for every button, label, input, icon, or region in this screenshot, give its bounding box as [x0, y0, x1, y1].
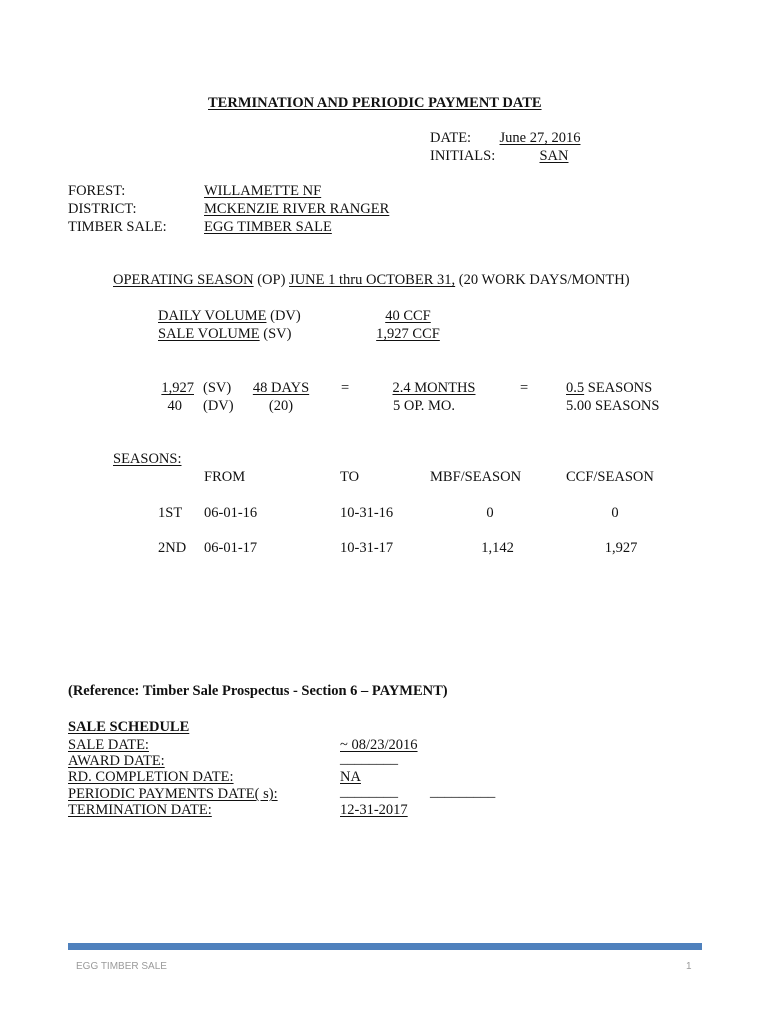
seasons-header-from: FROM: [204, 469, 246, 485]
operating-season-line: [113, 272, 630, 289]
calc-sv-number: 1,927: [161, 380, 194, 396]
season-row-1-mbf: 0: [486, 505, 494, 521]
initials-value: SAN: [539, 148, 569, 164]
calc-seasons-word: SEASONS: [587, 380, 653, 396]
date-value: June 27, 2016: [499, 130, 581, 146]
daily-volume-value: 40 CCF: [385, 308, 431, 324]
district-label: DISTRICT:: [68, 201, 137, 217]
periodic-payment-date-1: ________: [340, 784, 398, 800]
initials-label: INITIALS:: [430, 148, 496, 164]
seasons-header-mbf: MBF/SEASON: [430, 469, 522, 485]
rd-completion-label: RD. COMPLETION DATE:: [68, 769, 234, 785]
season-row-2-mbf: 1,142: [481, 540, 514, 556]
season-row-1-from: 06-01-16: [204, 505, 258, 521]
timber-sale-value: EGG TIMBER SALE: [204, 219, 332, 235]
season-row-2-name: 2ND: [158, 540, 187, 556]
calc-seasons-total: 5.00 SEASONS: [566, 398, 660, 414]
daily-volume-abbr: (DV): [270, 308, 301, 324]
daily-volume-line: [158, 308, 301, 325]
calc-dv-abbr: (DV): [203, 398, 234, 414]
seasons-header-ccf: CCF/SEASON: [566, 469, 654, 485]
seasons-label: SEASONS:: [113, 451, 182, 467]
date-label: DATE:: [430, 130, 472, 146]
forest-value: WILLAMETTE NF: [204, 183, 322, 199]
operating-season-label: OPERATING SEASON: [113, 272, 254, 288]
calc-op-months: 5 OP. MO.: [392, 398, 456, 414]
calc-equals-2: =: [520, 380, 529, 396]
calc-months: 2.4 MONTHS: [392, 380, 476, 396]
calc-equals-1: =: [341, 380, 350, 396]
calc-days-divisor: (20): [268, 398, 294, 414]
operating-season-note: (20 WORK DAYS/MONTH): [458, 272, 630, 288]
rd-completion-value: NA: [340, 769, 361, 785]
district-value: MCKENZIE RIVER RANGER: [204, 201, 390, 217]
season-row-2-to: 10-31-17: [340, 540, 394, 556]
sale-schedule-title: SALE SCHEDULE: [68, 719, 190, 735]
season-row-2-from: 06-01-17: [204, 540, 258, 556]
periodic-payments-label: PERIODIC PAYMENTS DATE( s):: [68, 786, 278, 802]
sale-volume-label: SALE VOLUME: [158, 326, 260, 342]
footer-sale-name: EGG TIMBER SALE: [76, 961, 167, 972]
season-row-1-name: 1ST: [158, 505, 183, 521]
calc-days: 48 DAYS: [252, 380, 310, 396]
calc-sv-abbr: (SV): [203, 380, 232, 396]
footer-page-number: 1: [686, 961, 692, 972]
sale-date-value: ~ 08/23/2016: [340, 737, 418, 753]
calc-dv-number: 40: [167, 398, 182, 414]
sale-date-label: SALE DATE:: [68, 737, 149, 753]
termination-date-value: 12-31-2017: [340, 802, 408, 818]
operating-season-range: JUNE 1 thru OCTOBER 31,: [289, 272, 456, 288]
timber-sale-label: TIMBER SALE:: [68, 219, 167, 235]
sale-volume-line: [158, 326, 291, 343]
calc-seasons-line: [566, 380, 652, 397]
termination-date-label: TERMINATION DATE:: [68, 802, 212, 818]
footer-divider: [68, 943, 702, 950]
document-title: TERMINATION AND PERIODIC PAYMENT DATE: [208, 95, 542, 111]
season-row-1-ccf: 0: [611, 505, 619, 521]
seasons-header-to: TO: [340, 469, 360, 485]
periodic-payment-date-2: _________: [430, 784, 496, 800]
daily-volume-label: DAILY VOLUME: [158, 308, 267, 324]
calc-seasons-value: 0.5: [566, 380, 585, 396]
sale-volume-abbr: (SV): [263, 326, 292, 342]
award-date-label: AWARD DATE:: [68, 753, 165, 769]
reference-note: (Reference: Timber Sale Prospectus - Section 6 – PAYMENT): [68, 683, 448, 699]
season-row-1-to: 10-31-16: [340, 505, 394, 521]
award-date-value: ________: [340, 751, 398, 767]
operating-season-abbr: (OP): [257, 272, 286, 288]
season-row-2-ccf: 1,927: [604, 540, 638, 556]
sale-volume-value: 1,927 CCF: [376, 326, 440, 342]
forest-label: FOREST:: [68, 183, 126, 199]
